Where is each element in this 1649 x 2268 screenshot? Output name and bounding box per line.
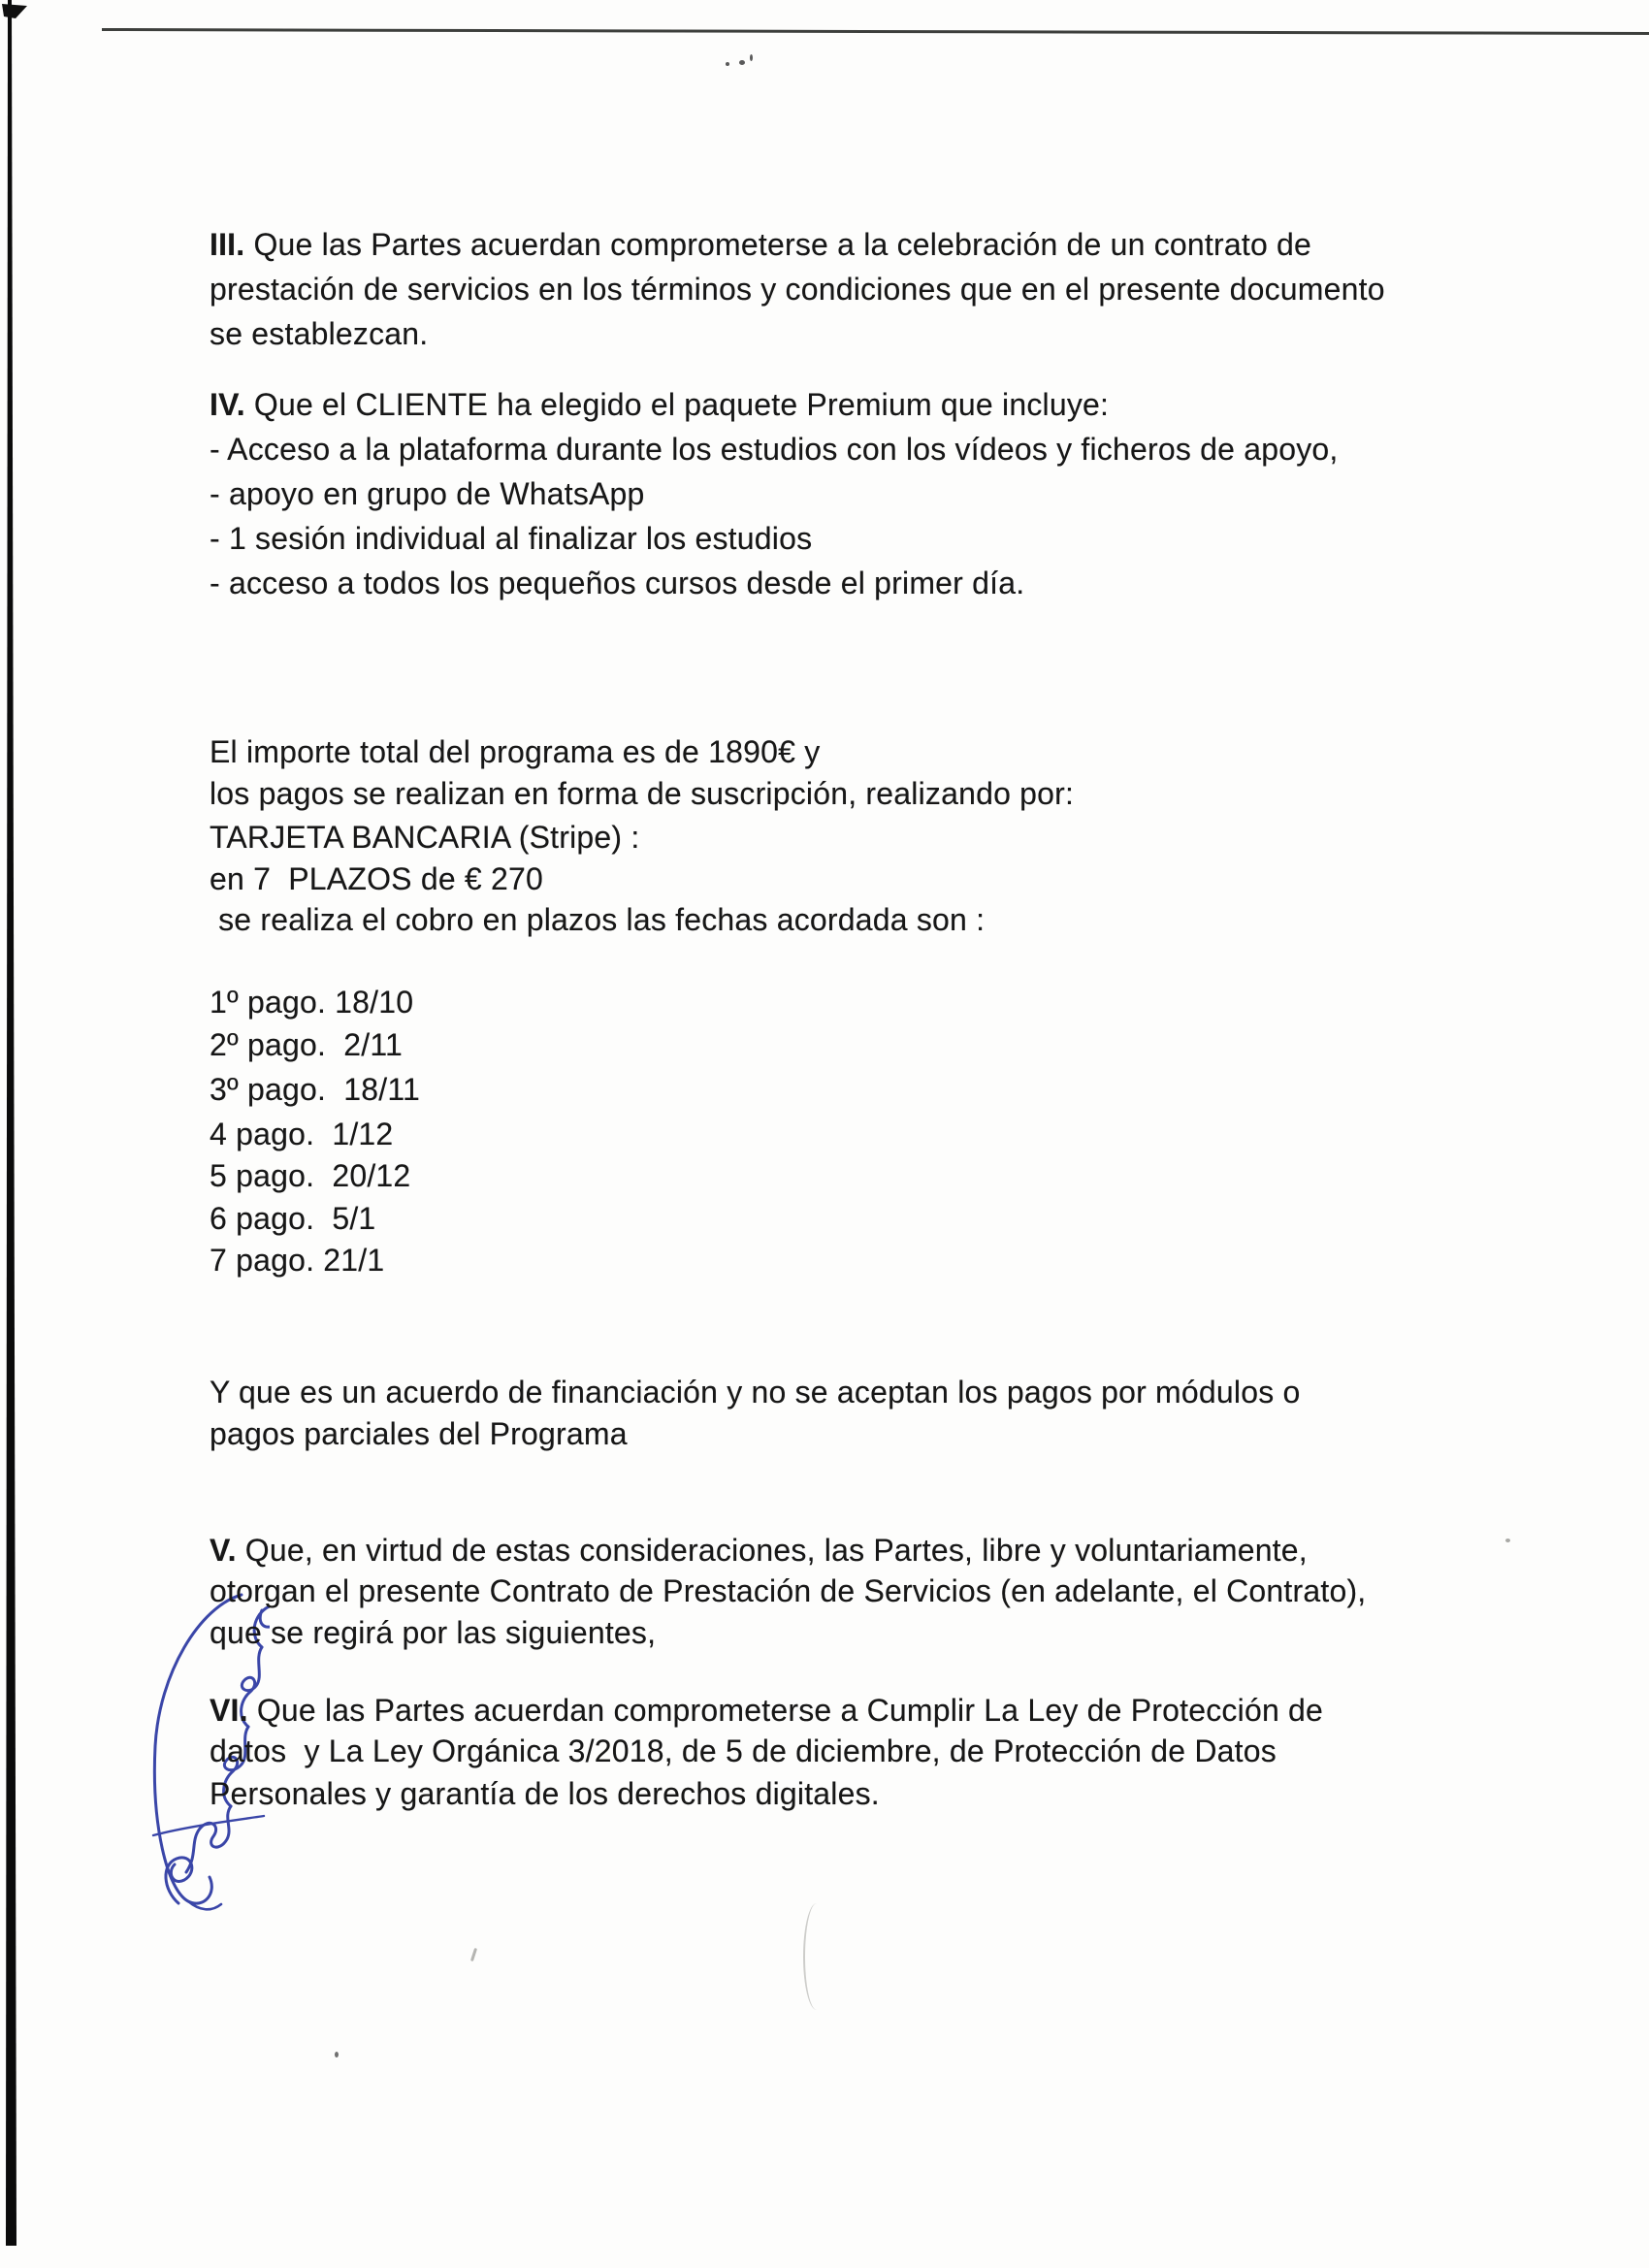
installments-dates-intro-line [210, 904, 985, 935]
line-text: - acceso a todos los pequeños cursos desde el primer día. [210, 566, 1025, 600]
line-text: se realiza el cobro en plazos las fechas acordada son : [210, 902, 986, 937]
line-text: otorgan el presente Contrato de Prestación de Servicios (en adelante, el Contrato), [210, 1573, 1367, 1608]
clause-vi-line-1 [210, 1695, 1323, 1726]
line-text: 3º pago. 18/11 [210, 1072, 420, 1107]
installments-line [210, 863, 543, 894]
clause-iv-bullet-4 [210, 567, 1024, 599]
line-text: Que las Partes acuerdan comprometerse a la celebración de un contrato de [244, 227, 1312, 262]
clause-number: VI. [210, 1693, 248, 1728]
clause-iii-line-3 [210, 318, 428, 349]
clause-iv-bullet-1 [210, 434, 1339, 465]
line-text: que se regirá por las siguientes, [210, 1615, 657, 1650]
clause-number: III. [210, 227, 245, 262]
financing-note-line-2 [210, 1418, 628, 1449]
payment-4 [210, 1118, 393, 1150]
payment-2 [210, 1029, 403, 1060]
payment-total-line [210, 736, 820, 767]
line-text: El importe total del programa es de 1890€ y [210, 734, 821, 769]
line-text: - 1 sesión individual al finalizar los estudios [210, 521, 813, 556]
scan-speck [726, 62, 729, 66]
payment-3 [210, 1074, 420, 1105]
scan-speck [750, 54, 753, 61]
financing-note-line-1 [210, 1377, 1301, 1408]
line-text: Personales y garantía de los derechos digitales. [210, 1776, 880, 1811]
scan-speck [1505, 1539, 1510, 1542]
line-text: pagos parciales del Programa [210, 1416, 628, 1451]
payment-method-intro-line [210, 778, 1074, 809]
clause-v-line-1 [210, 1535, 1308, 1566]
line-text: datos y La Ley Orgánica 3/2018, de 5 de diciembre, de Protección de Datos [210, 1733, 1277, 1768]
line-text: en 7 PLAZOS de € 270 [210, 861, 543, 896]
clause-vi-line-3 [210, 1778, 880, 1809]
line-text: se establezcan. [210, 316, 429, 351]
top-scan-line [97, 23, 1649, 37]
line-text: 2º pago. 2/11 [210, 1027, 403, 1062]
clause-iv-bullet-3 [210, 523, 812, 554]
clause-iii-line-1 [210, 229, 1311, 260]
scan-speck [470, 1948, 477, 1961]
line-text: prestación de servicios en los términos y condiciones que en el presente documento [210, 272, 1385, 307]
left-edge-scan-line [0, 0, 29, 2268]
clause-v-line-2 [210, 1575, 1366, 1606]
line-text: 4 pago. 1/12 [210, 1117, 394, 1151]
line-text: TARJETA BANCARIA (Stripe) : [210, 820, 640, 855]
line-text: 5 pago. 20/12 [210, 1158, 411, 1193]
clause-v-line-3 [210, 1617, 656, 1648]
line-text: Que las Partes acuerdan comprometerse a Cumplir La Ley de Protección de [247, 1693, 1324, 1728]
line-text: los pagos se realizan en forma de suscripción, realizando por: [210, 776, 1075, 811]
line-text: 1º pago. 18/10 [210, 985, 414, 1020]
payment-1 [210, 987, 413, 1018]
scan-speck [335, 2052, 339, 2057]
faint-pencil-mark [803, 1903, 830, 2010]
line-text: - Acceso a la plataforma durante los estudios con los vídeos y ficheros de apoyo, [210, 432, 1339, 467]
line-text: Y que es un acuerdo de financiación y no se aceptan los pagos por módulos o [210, 1375, 1301, 1409]
clause-iv-line-1 [210, 389, 1109, 420]
clause-vi-line-2 [210, 1735, 1277, 1766]
line-text: - apoyo en grupo de WhatsApp [210, 476, 645, 511]
payment-7 [210, 1245, 384, 1276]
clause-iv-bullet-2 [210, 478, 645, 509]
line-text: Que el CLIENTE ha elegido el paquete Premium que incluye: [244, 387, 1110, 422]
line-text: 6 pago. 5/1 [210, 1201, 376, 1236]
clause-iii-line-2 [210, 274, 1385, 305]
scan-speck [739, 60, 745, 65]
payment-method-line [210, 822, 639, 853]
clause-number: IV. [210, 387, 245, 422]
line-text: 7 pago. 21/1 [210, 1243, 385, 1278]
clause-number: V. [210, 1533, 237, 1568]
line-text: Que, en virtud de estas consideraciones, las Partes, libre y voluntariamente, [236, 1533, 1308, 1568]
payment-5 [210, 1160, 410, 1191]
payment-6 [210, 1203, 375, 1234]
